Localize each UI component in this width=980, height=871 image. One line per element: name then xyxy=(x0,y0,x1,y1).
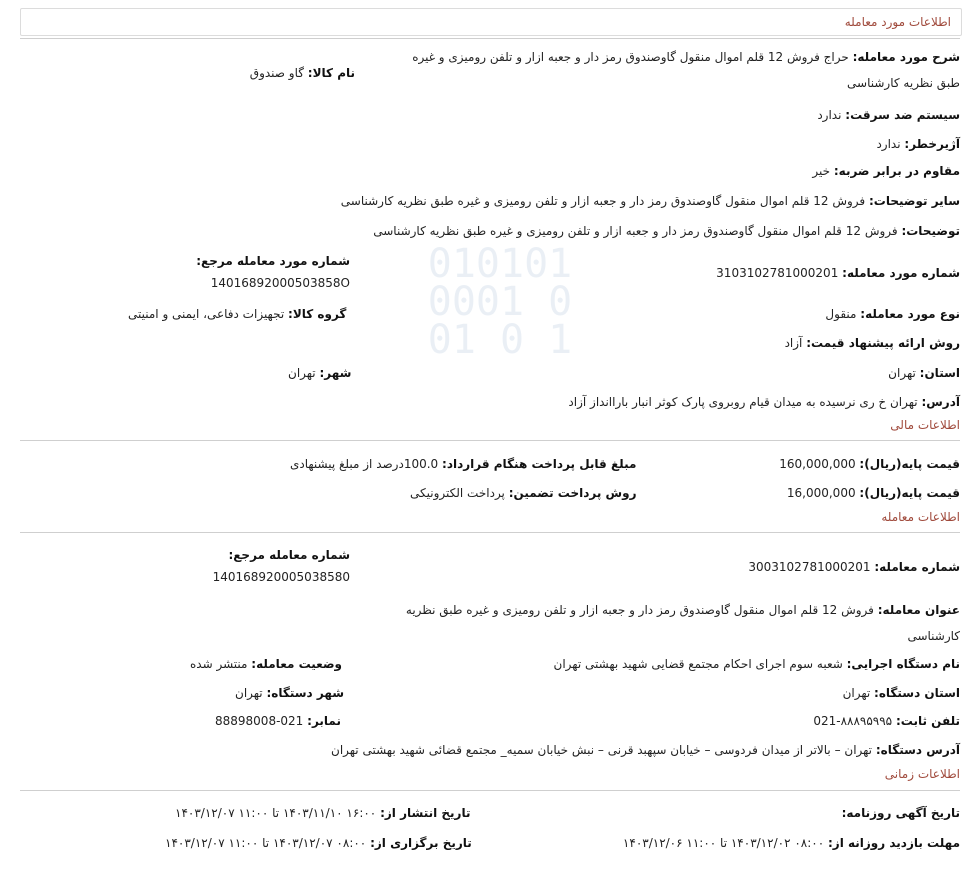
field-label: وضعیت معامله: xyxy=(251,657,343,671)
field-guarantee xyxy=(410,486,636,500)
field-value: حراج فروش 12 قلم اموال منقول گاوصندوق رمز دار و جعبه ازار و تلفن رومیزی و غیره طبق نظریه کارشناسی xyxy=(412,50,960,90)
field-fire-alarm xyxy=(876,137,960,151)
field-group xyxy=(128,307,346,321)
section-title-deal: اطلاعات معامله xyxy=(881,510,960,524)
field-hold-date xyxy=(165,836,472,850)
field-label: شرح مورد معامله: xyxy=(852,50,960,64)
field-label: استان دستگاه: xyxy=(874,686,960,700)
field-label: نام کالا: xyxy=(307,66,355,80)
field-value: تهران xyxy=(288,366,316,380)
field-value: منتشر شده xyxy=(190,657,248,671)
field-label: آدرس: xyxy=(921,395,960,409)
field-value: 88898008-021 xyxy=(215,714,304,728)
field-publish-date xyxy=(175,806,470,820)
field-value: منقول xyxy=(825,307,857,321)
field-label: عنوان معامله: xyxy=(877,603,960,617)
field-value: تهران xyxy=(842,686,871,700)
field-label: شهر دستگاه: xyxy=(266,686,345,700)
section-title-item: اطلاعات مورد معامله xyxy=(844,15,951,29)
field-label: شماره معامله مرجع: xyxy=(228,548,350,562)
field-label: شماره مورد معامله: xyxy=(842,266,960,280)
field-value: ۰۸:۰۰ ۱۴۰۳/۱۲/۰۷ تا ۱۱:۰۰ ۱۴۰۳/۱۲/۰۷ xyxy=(165,836,367,850)
field-value: 3003102781000201 xyxy=(748,560,871,574)
field-status xyxy=(190,657,342,671)
field-value: تهران خ ری نرسیده به میدان قیام روبروی پارک کوثر انبار باراانداز آزاد xyxy=(568,395,918,409)
field-label: آژیرخطر: xyxy=(904,137,960,151)
field-value: ۰۸:۰۰ ۱۴۰۳/۱۲/۰۲ تا ۱۱:۰۰ ۱۴۰۳/۱۲/۰۶ xyxy=(622,836,825,850)
field-value: آزاد xyxy=(784,336,803,350)
field-value: ۱۶:۰۰ ۱۴۰۳/۱۱/۱۰ تا ۱۱:۰۰ ۱۴۰۳/۱۲/۰۷ xyxy=(175,806,377,820)
field-label: شماره مورد معامله مرجع: xyxy=(196,254,350,268)
field-label: توضیحات: xyxy=(901,224,960,238)
field-value: 3103102781000201 xyxy=(716,266,839,280)
field-org-province xyxy=(843,686,960,700)
field-executor xyxy=(554,657,960,671)
field-bid-method xyxy=(785,336,960,350)
field-label: مبلغ قابل پرداخت هنگام قرارداد: xyxy=(442,457,637,471)
field-label: تاریخ آگهی روزنامه: xyxy=(841,806,960,820)
field-label: استان: xyxy=(919,366,960,380)
section-title-timing: اطلاعات زمانی xyxy=(884,767,960,781)
field-ref-number xyxy=(196,254,350,290)
field-notes xyxy=(373,224,960,238)
field-value: تهران xyxy=(888,366,916,380)
field-org-address xyxy=(331,743,960,757)
field-item-number xyxy=(716,266,960,280)
field-label: شهر: xyxy=(319,366,352,380)
field-label: نوع مورد معامله: xyxy=(860,307,960,321)
field-visit-date xyxy=(623,836,960,850)
field-label: تلفن ثابت: xyxy=(895,714,960,728)
field-value: 160,000,000 xyxy=(779,457,856,471)
field-label: قیمت پایه(ریال): xyxy=(859,486,960,500)
field-value: گاو صندوق xyxy=(249,66,304,80)
field-value: 16,000,000 xyxy=(786,486,856,500)
field-value: فروش 12 قلم اموال منقول گاوصندوق رمز دار و جعبه ازار و تلفن رومیزی و غیره طبق نظریه کارشناسی xyxy=(405,603,960,643)
field-label: سایر توضیحات: xyxy=(869,194,960,208)
field-label: آدرس دستگاه: xyxy=(875,743,960,757)
field-impact xyxy=(812,164,960,178)
divider xyxy=(20,38,960,39)
field-payable xyxy=(290,457,636,471)
field-item-description xyxy=(400,44,960,96)
field-label: سیستم ضد سرقت: xyxy=(845,108,960,122)
field-value: ندارد xyxy=(876,137,901,151)
field-value: خیر xyxy=(812,164,831,178)
field-phone xyxy=(813,714,960,728)
divider xyxy=(20,532,960,533)
field-value: تهران xyxy=(235,686,263,700)
field-province xyxy=(888,366,960,380)
field-type xyxy=(825,307,960,321)
field-label: روش پرداخت تضمین: xyxy=(508,486,637,500)
section-header-item xyxy=(20,8,962,36)
field-base-price xyxy=(779,457,960,471)
field-deal-ref xyxy=(200,548,350,584)
field-value: 140168920005038580 xyxy=(212,570,350,584)
field-label: نام دستگاه اجرایی: xyxy=(846,657,960,671)
field-other-desc xyxy=(341,194,960,208)
field-value: فروش 12 قلم اموال منقول گاوصندوق رمز دار و جعبه ازار و تلفن رومیزی و غیره طبق نظریه کارشناسی xyxy=(373,224,898,238)
field-label: روش ارائه پیشنهاد قیمت: xyxy=(806,336,960,350)
field-label: مقاوم در برابر ضربه: xyxy=(833,164,960,178)
divider xyxy=(20,790,960,791)
field-fax xyxy=(215,714,341,728)
field-value: پرداخت الکترونیکی xyxy=(410,486,505,500)
field-city xyxy=(288,366,351,380)
field-label: قیمت پایه(ریال): xyxy=(859,457,960,471)
field-value: ندارد xyxy=(817,108,842,122)
field-antitheft xyxy=(817,108,960,122)
field-label: تاریخ برگزاری از: xyxy=(370,836,472,850)
field-value: 021-۸۸۸۹۵۹۹۵ xyxy=(813,714,893,728)
field-label: گروه کالا: xyxy=(288,307,347,321)
field-value: تجهیزات دفاعی، ایمنی و امنیتی xyxy=(128,307,285,321)
field-value: 14016892000503858O xyxy=(210,276,350,290)
field-label: تاریخ انتشار از: xyxy=(380,806,471,820)
field-value: فروش 12 قلم اموال منقول گاوصندوق رمز دار و جعبه ازار و تلفن رومیزی و غیره طبق نظریه کارشناسی xyxy=(340,194,866,208)
field-goods-name xyxy=(240,66,355,80)
field-address xyxy=(568,395,960,409)
field-label: شماره معامله: xyxy=(874,560,960,574)
field-value: تهران – بالاتر از میدان فردوسی – خیابان سپهبد قرنی – نبش خیابان سمیه_ مجتمع قضائی شهید بهشتی تهران xyxy=(331,743,873,757)
field-label: نمابر: xyxy=(307,714,341,728)
section-title-financial: اطلاعات مالی xyxy=(890,418,960,432)
divider xyxy=(20,440,960,441)
field-deal-number xyxy=(748,560,960,574)
field-base-price-2 xyxy=(787,486,960,500)
field-org-city xyxy=(235,686,344,700)
field-newspaper-date xyxy=(842,806,960,820)
field-value: 100.0درصد از مبلغ پیشنهادی xyxy=(290,457,439,471)
field-label: مهلت بازدید روزانه از: xyxy=(828,836,960,850)
field-value: شعبه سوم اجرای احکام مجتمع قضایی شهید بهشتی تهران xyxy=(553,657,843,671)
field-deal-title xyxy=(400,597,960,649)
watermark-logo: 010101 0001 0 01 0 1 xyxy=(427,241,573,363)
